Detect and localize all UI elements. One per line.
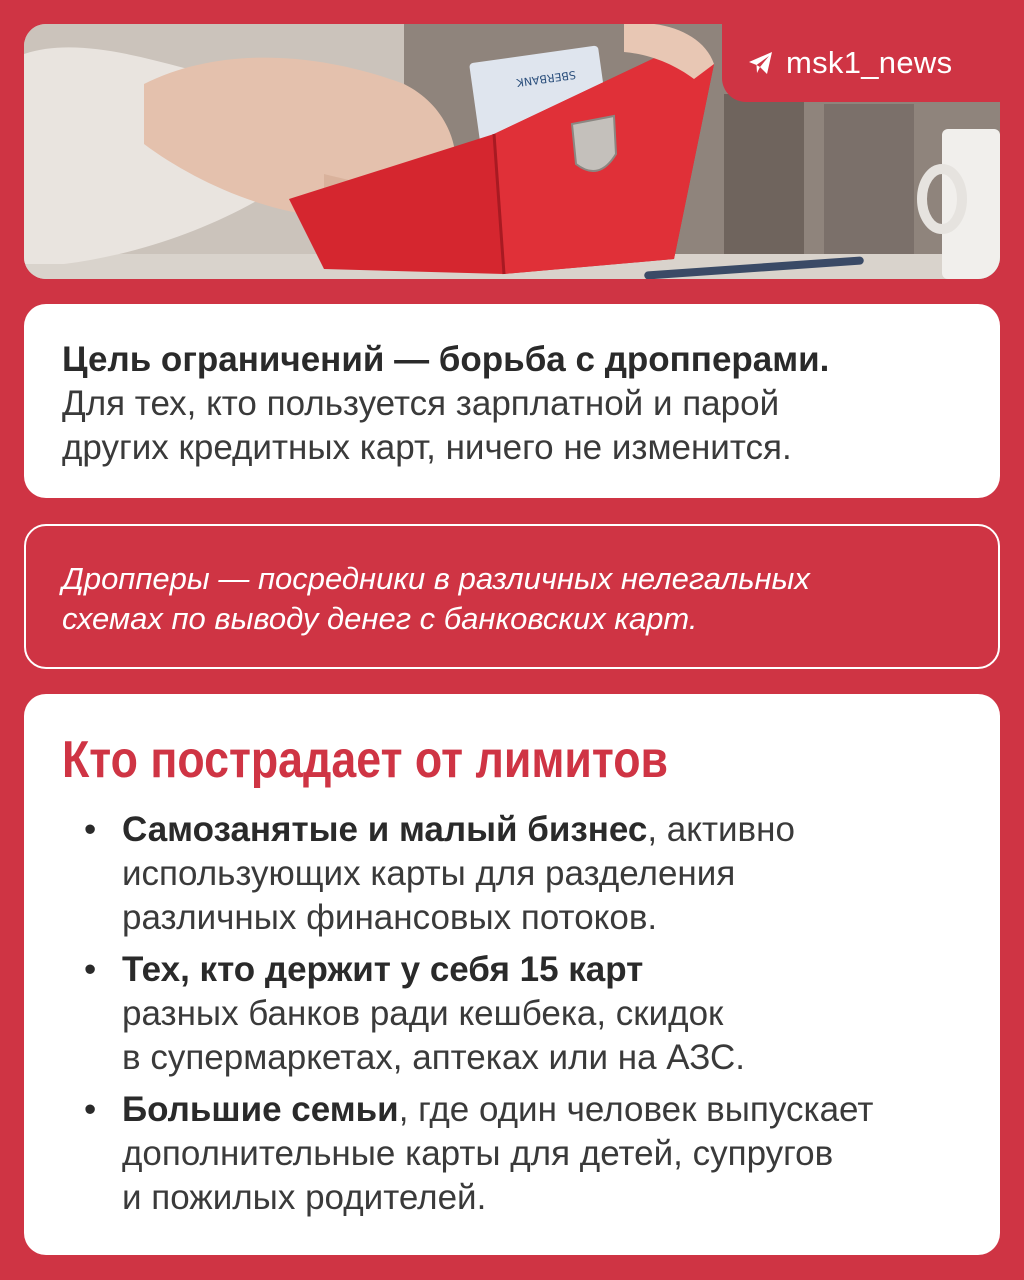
item-strong: Большие семьи bbox=[122, 1090, 399, 1129]
telegram-icon bbox=[748, 51, 774, 75]
intro-lead: Цель ограничений — борьба с дропперами. bbox=[62, 340, 830, 379]
intro-line-1: Для тех, кто пользуется зарплатной и парой bbox=[62, 384, 780, 423]
definition-card bbox=[24, 524, 1000, 669]
item-line: использующих карты для разделения bbox=[122, 854, 736, 893]
bullet: • bbox=[84, 1090, 97, 1129]
item-rest: , активно bbox=[647, 810, 795, 849]
list-item bbox=[62, 948, 962, 1080]
card-print: SBERBANK bbox=[515, 67, 577, 90]
item-line: и пожилых родителей. bbox=[122, 1178, 487, 1217]
item-rest: , где один человек выпускает bbox=[398, 1090, 874, 1129]
item-line: разных банков ради кешбека, скидок bbox=[122, 994, 724, 1033]
channel-name: msk1_news bbox=[786, 45, 953, 80]
channel-tag[interactable] bbox=[722, 24, 1000, 102]
item-line: в супермаркетах, аптеках или на АЗС. bbox=[122, 1038, 746, 1077]
intro-card bbox=[24, 304, 1000, 498]
intro-line-2: других кредитных карт, ничего не изменится. bbox=[62, 428, 792, 467]
affected-title: Кто пострадает от лимитов bbox=[62, 731, 669, 789]
bullet: • bbox=[84, 810, 97, 849]
item-strong: Тех, кто держит у себя 15 карт bbox=[122, 950, 644, 989]
item-strong: Самозанятые и малый бизнес bbox=[122, 810, 648, 849]
affected-list bbox=[62, 808, 962, 1220]
list-item bbox=[62, 808, 962, 940]
bullet: • bbox=[84, 950, 97, 989]
definition-line-1: Дропперы — посредники в различных нелегальных bbox=[62, 561, 810, 596]
affected-card bbox=[24, 694, 1000, 1255]
item-line: различных финансовых потоков. bbox=[122, 898, 658, 937]
definition-line-2: схемах по выводу денег с банковских карт. bbox=[62, 601, 698, 636]
list-item bbox=[62, 1088, 962, 1220]
item-line: дополнительные карты для детей, супругов bbox=[122, 1134, 834, 1173]
